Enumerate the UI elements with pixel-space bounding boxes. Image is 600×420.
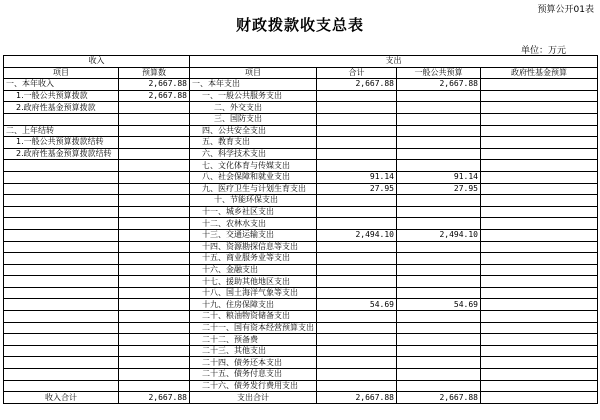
general-budget-header: 一般公共预算: [397, 67, 481, 79]
expense-general-value: [397, 241, 481, 253]
income-item-label: [4, 345, 119, 357]
expense-item-label: 二十、粮油物资储备支出: [190, 311, 317, 323]
expense-item-label: 十一、城乡社区支出: [190, 206, 317, 218]
expense-item-label: 十八、国土海洋气象等支出: [190, 287, 317, 299]
expense-fund-value: [481, 137, 598, 149]
income-budget-value: [119, 183, 190, 195]
expense-item-label: 一、一般公共服务支出: [190, 90, 317, 102]
expense-total-value: [317, 380, 397, 392]
expense-item-label: 八、社会保障和就业支出: [190, 171, 317, 183]
expense-item-label: 十四、资源勘探信息等支出: [190, 241, 317, 253]
expense-total-value: [317, 90, 397, 102]
income-header: 收入: [4, 56, 190, 68]
income-budget-value: [119, 102, 190, 114]
expense-total-value: [317, 253, 397, 265]
expense-general-value: 2,494.10: [397, 229, 481, 241]
expense-general-value: [397, 148, 481, 160]
table-row: [4, 264, 598, 276]
expense-general-value: [397, 264, 481, 276]
expense-general-value: [397, 334, 481, 346]
income-budget-value: [119, 264, 190, 276]
header-row-group: [4, 56, 598, 68]
expense-item-label: 十五、商业服务业等支出: [190, 253, 317, 265]
table-row: [4, 345, 598, 357]
expense-general-value: 91.14: [397, 171, 481, 183]
income-item-label: [4, 160, 119, 172]
expense-general-value: [397, 113, 481, 125]
income-budget-value: [119, 287, 190, 299]
expense-fund-value: [481, 287, 598, 299]
page-title: 财政拨款收支总表: [235, 16, 364, 34]
form-code: 预算公开01表: [537, 5, 594, 15]
expense-item-label: 十七、援助其他地区支出: [190, 276, 317, 288]
fund-budget-header: 政府性基金预算: [481, 67, 598, 79]
expense-total-value: 54.69: [317, 299, 397, 311]
table-row: [4, 206, 598, 218]
expense-general-value: [397, 357, 481, 369]
table-row: [4, 369, 598, 381]
expense-total-value: 27.95: [317, 183, 397, 195]
table-row: [4, 287, 598, 299]
expense-fund-value: [481, 148, 598, 160]
expense-total-value: [317, 322, 397, 334]
expense-general-value: [397, 287, 481, 299]
income-budget-value: [119, 334, 190, 346]
table-row: [4, 241, 598, 253]
income-budget-value: [119, 253, 190, 265]
expense-general-value: [397, 206, 481, 218]
expense-item-label: 二十三、其他支出: [190, 345, 317, 357]
table-row: [4, 183, 598, 195]
expense-general-value: [397, 125, 481, 137]
income-item-label: [4, 241, 119, 253]
income-item-label: [4, 229, 119, 241]
expense-total-value: 2,494.10: [317, 229, 397, 241]
expense-general-value: [397, 195, 481, 207]
expense-general-value: [397, 345, 481, 357]
expense-fund-value: [481, 241, 598, 253]
income-item-label: 2.政府性基金预算拨款: [4, 102, 119, 114]
expense-item-header: 项目: [190, 67, 317, 79]
income-item-label: [4, 334, 119, 346]
income-item-label: [4, 206, 119, 218]
income-item-label: [4, 357, 119, 369]
expense-total-value: [317, 334, 397, 346]
income-budget-value: [119, 311, 190, 323]
income-budget-value: [119, 195, 190, 207]
income-budget-value: [119, 171, 190, 183]
expense-general-value: [397, 90, 481, 102]
expense-general-value: [397, 369, 481, 381]
table-row: [4, 218, 598, 230]
income-item-header: 项目: [4, 67, 119, 79]
table-row: [4, 253, 598, 265]
expense-fund-value: [481, 218, 598, 230]
income-item-label: 二、上年结转: [4, 125, 119, 137]
expense-total-value: [317, 311, 397, 323]
expense-item-label: 二十六、债务发行费用支出: [190, 380, 317, 392]
expense-item-label: 一、本年支出: [190, 79, 317, 91]
table-row: [4, 90, 598, 102]
expense-general-total-value: 2,667.88: [397, 392, 481, 404]
expense-grand-total-value: 2,667.88: [317, 392, 397, 404]
expense-item-label: 四、公共安全支出: [190, 125, 317, 137]
table-row: [4, 79, 598, 91]
table-row: [4, 160, 598, 172]
income-budget-value: [119, 369, 190, 381]
expense-total-value: [317, 369, 397, 381]
income-item-label: [4, 311, 119, 323]
income-item-label: 1.一般公共预算拨款结转: [4, 137, 119, 149]
expense-general-value: [397, 253, 481, 265]
income-item-label: [4, 299, 119, 311]
expense-item-label: 二十一、国有资本经营预算支出: [190, 322, 317, 334]
table-row: [4, 311, 598, 323]
expense-fund-value: [481, 322, 598, 334]
expense-total-value: [317, 276, 397, 288]
expense-item-label: 九、医疗卫生与计划生育支出: [190, 183, 317, 195]
table-row: [4, 276, 598, 288]
expense-fund-value: [481, 311, 598, 323]
expense-general-value: [397, 380, 481, 392]
expense-item-label: 三、国防支出: [190, 113, 317, 125]
income-budget-value: 2,667.88: [119, 79, 190, 91]
table-row: [4, 171, 598, 183]
income-item-label: [4, 264, 119, 276]
income-budget-value: [119, 380, 190, 392]
income-budget-value: [119, 229, 190, 241]
expense-fund-value: [481, 183, 598, 195]
expense-fund-value: [481, 345, 598, 357]
expense-fund-value: [481, 160, 598, 172]
income-budget-value: [119, 125, 190, 137]
table-row: [4, 195, 598, 207]
expense-fund-value: [481, 299, 598, 311]
expense-fund-total-value: [481, 392, 598, 404]
expense-fund-value: [481, 102, 598, 114]
expense-total-value: [317, 195, 397, 207]
expense-total-value: [317, 287, 397, 299]
expense-header: 支出: [190, 56, 598, 68]
income-budget-value: [119, 276, 190, 288]
expense-fund-value: [481, 125, 598, 137]
income-item-label: 一、本年收入: [4, 79, 119, 91]
expense-item-label: 二十四、债务还本支出: [190, 357, 317, 369]
expense-general-value: [397, 102, 481, 114]
income-budget-value: [119, 160, 190, 172]
table-row: [4, 322, 598, 334]
income-item-label: 2.政府性基金预算拨款结转: [4, 148, 119, 160]
table-row: [4, 113, 598, 125]
expense-general-value: [397, 276, 481, 288]
expense-total-label: 支出合计: [190, 392, 317, 404]
expense-item-label: 十三、交通运输支出: [190, 229, 317, 241]
expense-total-value: 91.14: [317, 171, 397, 183]
income-item-label: [4, 369, 119, 381]
expense-fund-value: [481, 334, 598, 346]
expense-total-value: [317, 137, 397, 149]
expense-general-value: [397, 311, 481, 323]
income-budget-value: [119, 148, 190, 160]
income-item-label: [4, 322, 119, 334]
income-item-label: [4, 287, 119, 299]
expense-total-value: [317, 148, 397, 160]
income-item-label: [4, 113, 119, 125]
expense-fund-value: [481, 195, 598, 207]
table-row: [4, 125, 598, 137]
total-header: 合计: [317, 67, 397, 79]
expense-fund-value: [481, 264, 598, 276]
expense-item-label: 二十五、债务付息支出: [190, 369, 317, 381]
income-budget-value: [119, 322, 190, 334]
expense-total-value: [317, 345, 397, 357]
income-item-label: [4, 195, 119, 207]
expense-item-label: 十二、农林水支出: [190, 218, 317, 230]
expense-general-value: [397, 218, 481, 230]
income-item-label: [4, 171, 119, 183]
expense-fund-value: [481, 253, 598, 265]
income-budget-value: [119, 113, 190, 125]
expense-item-label: 十六、金融支出: [190, 264, 317, 276]
expense-total-value: [317, 160, 397, 172]
expense-item-label: 十、节能环保支出: [190, 195, 317, 207]
income-budget-value: [119, 218, 190, 230]
expense-general-value: 27.95: [397, 183, 481, 195]
table-row: [4, 148, 598, 160]
expense-total-value: [317, 357, 397, 369]
budget-amount-header: 预算数: [119, 67, 190, 79]
expense-item-label: 六、科学技术支出: [190, 148, 317, 160]
income-item-label: [4, 218, 119, 230]
income-budget-value: [119, 345, 190, 357]
income-budget-value: [119, 299, 190, 311]
expense-item-label: 二、外交支出: [190, 102, 317, 114]
table-row: [4, 137, 598, 149]
expense-item-label: 五、教育支出: [190, 137, 317, 149]
expense-item-label: 二十二、预备费: [190, 334, 317, 346]
expense-general-value: [397, 322, 481, 334]
expense-item-label: 七、文化体育与传媒支出: [190, 160, 317, 172]
expense-fund-value: [481, 380, 598, 392]
income-item-label: [4, 380, 119, 392]
income-item-label: [4, 253, 119, 265]
expense-fund-value: [481, 369, 598, 381]
income-item-label: [4, 183, 119, 195]
income-budget-value: [119, 137, 190, 149]
expense-fund-value: [481, 90, 598, 102]
table-row: [4, 357, 598, 369]
expense-total-value: [317, 113, 397, 125]
expense-total-value: [317, 125, 397, 137]
table-row: [4, 229, 598, 241]
expense-fund-value: [481, 113, 598, 125]
expense-fund-value: [481, 357, 598, 369]
expense-fund-value: [481, 79, 598, 91]
expense-fund-value: [481, 229, 598, 241]
expense-total-value: [317, 241, 397, 253]
expense-general-value: [397, 160, 481, 172]
expense-total-value: [317, 264, 397, 276]
table-row: [4, 334, 598, 346]
expense-general-value: 2,667.88: [397, 79, 481, 91]
expense-fund-value: [481, 206, 598, 218]
expense-total-value: 2,667.88: [317, 79, 397, 91]
income-total-label: 收入合计: [4, 392, 119, 404]
totals-row: [4, 392, 598, 404]
expense-total-value: [317, 218, 397, 230]
income-budget-value: [119, 206, 190, 218]
expense-general-value: [397, 137, 481, 149]
expense-fund-value: [481, 276, 598, 288]
income-budget-value: [119, 241, 190, 253]
expense-item-label: 十九、住房保障支出: [190, 299, 317, 311]
income-budget-value: 2,667.88: [119, 90, 190, 102]
income-total-value: 2,667.88: [119, 392, 190, 404]
expense-fund-value: [481, 171, 598, 183]
table-row: [4, 380, 598, 392]
expense-total-value: [317, 206, 397, 218]
income-item-label: 1.一般公共预算拨款: [4, 90, 119, 102]
income-budget-value: [119, 357, 190, 369]
expense-general-value: 54.69: [397, 299, 481, 311]
budget-table: [3, 55, 598, 404]
header-row-columns: [4, 67, 598, 79]
table-row: [4, 102, 598, 114]
table-row: [4, 299, 598, 311]
expense-total-value: [317, 102, 397, 114]
income-item-label: [4, 276, 119, 288]
unit-label: 单位：万元: [520, 46, 566, 56]
